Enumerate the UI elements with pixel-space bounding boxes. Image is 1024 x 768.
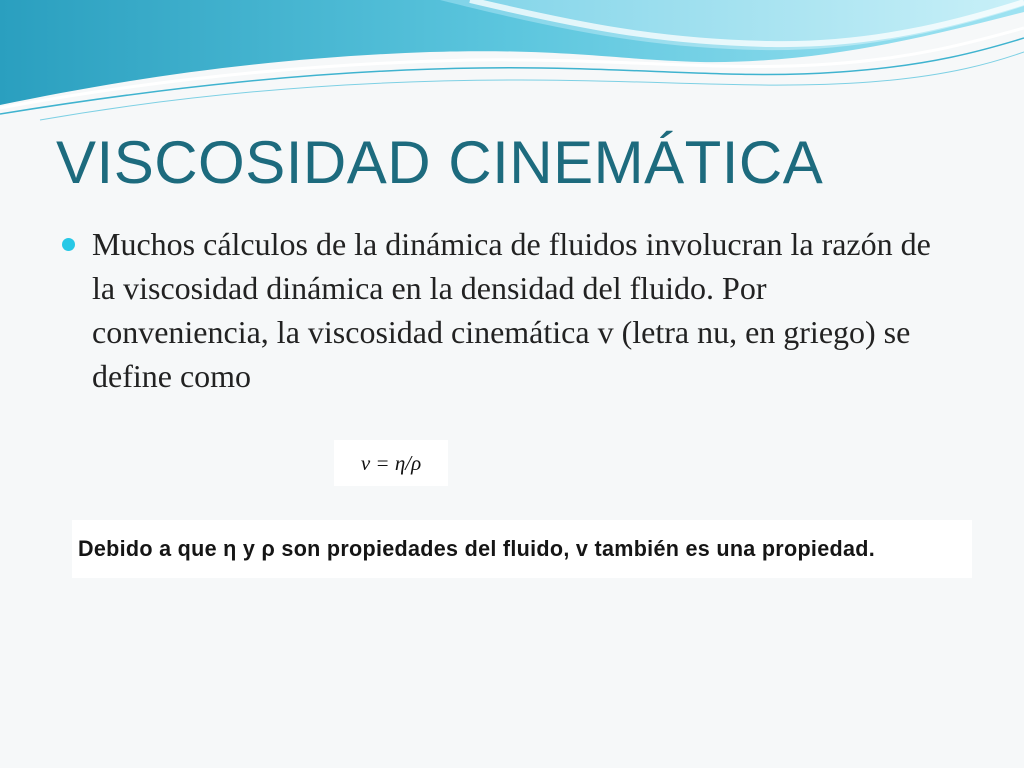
formula-image: [334, 440, 448, 486]
note-image: [72, 520, 972, 578]
bullet-item: [62, 222, 942, 398]
decorative-wave-header: [0, 0, 1024, 130]
bullet-text: Muchos cálculos de la dinámica de fluidos involucran la razón de la viscosidad dinámica en la densidad del fluido. Por conveniencia, la viscosidad cinemática v (letra nu, en griego) se define como: [92, 226, 931, 394]
bullet-dot-icon: [62, 238, 75, 251]
formula-text: v = η/ρ: [360, 450, 422, 475]
note-text: Debido a que η y ρ son propiedades del fluido, v también es una propiedad.: [78, 536, 876, 561]
slide-title: VISCOSIDAD CINEMÁTICA: [56, 129, 824, 196]
